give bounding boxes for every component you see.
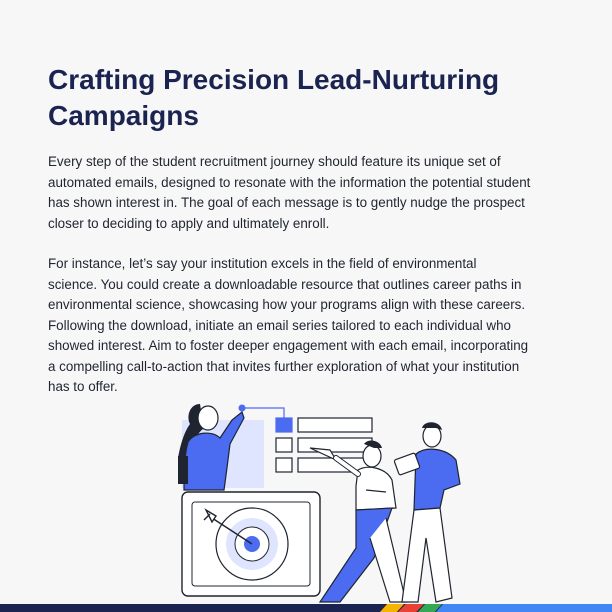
marketing-target-team-illustration	[160, 398, 490, 604]
article	[48, 62, 568, 398]
touch-dot	[239, 405, 246, 412]
article-paragraph-2: For instance, let’s say your institution excels in the field of environmental science. You could create a downloadable resource that outlines career paths in environmental science, showcasing how your programs align with these careers. Following the download, initiate an email series tailored to each individual who showed interest. Aim to foster deeper engagement with each email, incorporating a compelling call-to-action that invites further exploration of what your institution has to offer.	[48, 256, 529, 394]
article-paragraph-1: Every step of the student recruitment journey should feature its unique set of automated emails, designed to resonate with the information the potential student has shown interest in. The goal of each message is to gently nudge the prospect closer to deciding to apply and ultimately enroll.	[48, 154, 531, 231]
footer-stripe-blue	[436, 604, 612, 612]
connector-line	[242, 408, 284, 418]
checklist-icon	[276, 418, 372, 472]
person-man-tablet-icon	[394, 422, 460, 602]
article-title: Crafting Precision Lead-Nurturing Campaigns	[48, 64, 500, 131]
